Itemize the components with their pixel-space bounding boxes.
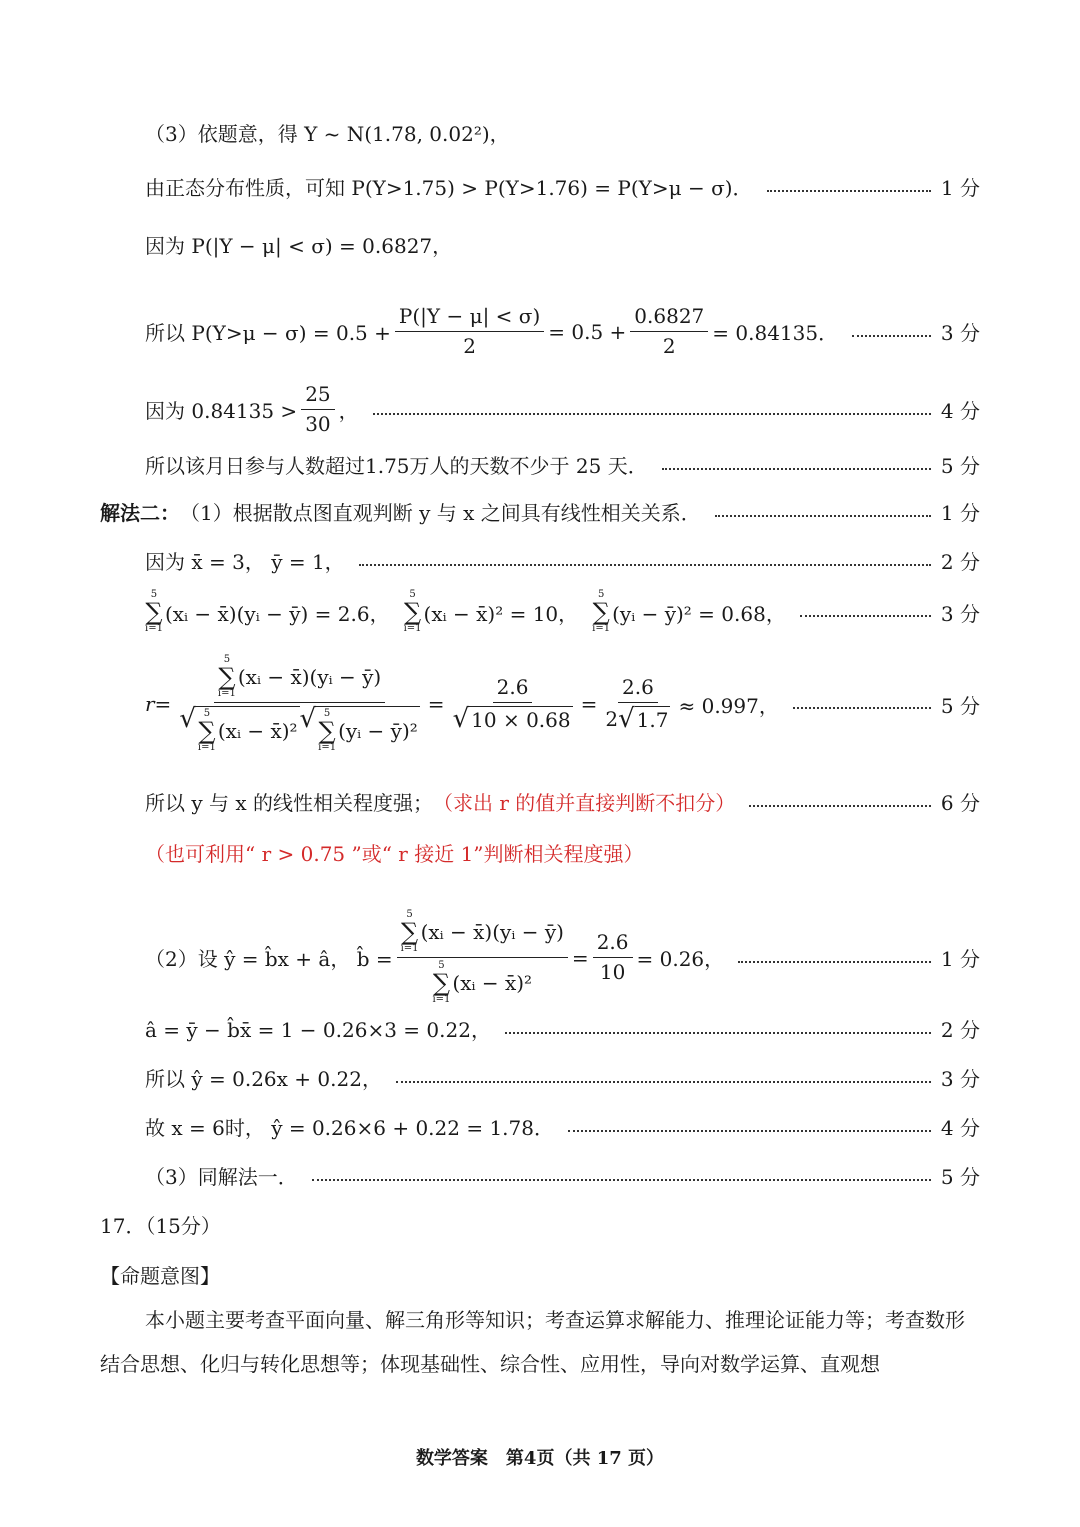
upper-limit: 5 <box>223 654 231 665</box>
denominator: 30 <box>305 412 331 436</box>
sigma-sum <box>404 590 422 634</box>
score: 3 分 <box>940 321 980 345</box>
line-alt-note <box>145 838 980 867</box>
sigma-icon: ∑ <box>318 717 336 745</box>
lower-limit: i=1 <box>400 943 419 954</box>
sigma-sum <box>218 655 236 699</box>
note-red: （也可利用“ r > 0.75 ”或“ r 接近 1”判断相关程度强） <box>145 842 644 866</box>
leader-dots <box>505 1032 931 1034</box>
sigma-sum <box>198 709 216 753</box>
sigma-sum <box>592 590 610 634</box>
text: = 0.84135． <box>712 321 839 345</box>
leader-dots <box>662 468 931 470</box>
text: 所以 y 与 x 的线性相关程度强； <box>145 791 434 815</box>
sigma-icon: ∑ <box>198 717 216 745</box>
text: â = ȳ − b̂x̄ = 1 − 0.26×3 = 0.22， <box>145 1018 491 1042</box>
fraction <box>397 910 568 1005</box>
score: 3 分 <box>940 601 980 626</box>
line-part3-same <box>145 1161 980 1190</box>
formula <box>145 590 786 634</box>
upper-limit: 5 <box>409 589 416 600</box>
line-method2 <box>100 497 980 526</box>
upper-limit: 5 <box>203 708 211 719</box>
text: (xᵢ − x̄)(yᵢ − ȳ) <box>420 919 564 944</box>
text: (xᵢ − x̄)² <box>217 718 298 743</box>
numerator: 0.6827 <box>630 305 708 332</box>
numerator: 25 <box>301 383 334 410</box>
denominator <box>428 958 536 1005</box>
line-prediction <box>145 1112 980 1141</box>
score: 6 分 <box>940 791 980 815</box>
fraction <box>601 676 674 732</box>
sqrt <box>179 706 299 753</box>
denominator <box>175 703 423 753</box>
lower-limit: i=1 <box>403 623 422 634</box>
formula <box>145 910 724 1005</box>
lower-limit: i=1 <box>432 994 451 1005</box>
upper-limit: 5 <box>597 589 605 600</box>
numerator <box>397 910 568 958</box>
score: 5 分 <box>940 1165 980 1189</box>
section-intent-heading <box>100 1260 980 1289</box>
text: 所以该月日参与人数超过1.75万人的天数不少于 25 天． <box>145 454 648 478</box>
fraction <box>593 931 633 984</box>
line-correlation <box>145 655 980 753</box>
text: (xᵢ − x̄)(yᵢ − ȳ) <box>237 664 382 689</box>
text: = <box>427 692 445 716</box>
line-regression <box>145 910 980 1005</box>
text: 故 x = 6时， ŷ = 0.26×6 + 0.22 = 1.78． <box>145 1116 554 1140</box>
sigma-icon: ∑ <box>401 918 419 946</box>
text: 2 <box>605 706 619 731</box>
sigma-icon: ∑ <box>218 663 236 691</box>
text: = 0.26， <box>636 947 725 971</box>
question-17-heading <box>100 1210 980 1239</box>
sigma-sum <box>318 709 336 753</box>
leader-dots <box>738 961 931 963</box>
lower-limit: i=1 <box>217 688 236 699</box>
leader-dots <box>568 1130 931 1132</box>
line-prob-calc <box>145 305 980 358</box>
denominator: 10 <box>599 960 626 984</box>
line-normal-property <box>145 172 980 201</box>
numerator: P(|Y − μ| < σ) <box>395 305 544 332</box>
text: 因为 P(|Y − μ| < σ) = 0.6827， <box>145 234 453 258</box>
note-red: （求出 r 的值并直接判断不扣分） <box>433 791 736 815</box>
sigma-sum <box>432 961 450 1005</box>
radical-icon: √ <box>179 704 196 734</box>
fraction <box>301 383 334 436</box>
method-label: 解法二： <box>100 501 180 525</box>
leader-dots <box>396 1081 931 1083</box>
sigma-sum <box>401 910 419 954</box>
formula <box>145 655 779 753</box>
text: (xᵢ − x̄)² = 10， <box>423 601 579 626</box>
score: 1 分 <box>940 501 980 525</box>
sigma-icon: ∑ <box>145 598 163 626</box>
fraction <box>630 305 708 358</box>
numerator: 2.6 <box>493 676 533 703</box>
upper-limit: 5 <box>323 708 331 719</box>
denominator <box>601 703 674 732</box>
line-sums <box>145 590 980 634</box>
score: 3 分 <box>940 1067 980 1091</box>
sigma-icon: ∑ <box>404 598 422 626</box>
text: = <box>571 945 589 970</box>
denominator: 2 <box>463 334 476 358</box>
text: ， <box>338 399 359 423</box>
score: 5 分 <box>940 693 980 718</box>
text: ≈ 0.997， <box>678 693 779 718</box>
numerator: 2.6 <box>618 676 658 703</box>
leader-dots <box>800 615 931 617</box>
text: 17．（15分） <box>100 1214 221 1238</box>
radicand <box>196 706 300 753</box>
score: 4 分 <box>940 399 980 423</box>
denominator <box>449 703 577 732</box>
sigma-icon: ∑ <box>432 969 450 997</box>
text: 所以 ŷ = 0.26x + 0.22， <box>145 1067 382 1091</box>
radicand: 10 × 0.68 <box>471 708 571 732</box>
text: (xᵢ − x̄)² <box>452 970 533 995</box>
text: 因为 0.84135 > <box>145 399 298 423</box>
fraction <box>175 655 423 753</box>
text: （1）根据散点图直观判断 y 与 x 之间具有线性相关关系． <box>180 501 701 525</box>
lower-limit: i=1 <box>145 623 163 634</box>
text: = <box>580 692 598 716</box>
lower-limit: i=1 <box>592 623 611 634</box>
leader-dots <box>767 190 931 192</box>
leader-dots <box>359 564 931 566</box>
sqrt <box>618 706 670 732</box>
upper-limit: 5 <box>150 589 158 600</box>
text: （3）同解法一． <box>145 1165 298 1189</box>
page-footer: 数学答案 第4页（共 17 页） <box>415 1448 665 1469</box>
sigma-icon: ∑ <box>592 598 610 626</box>
upper-limit: 5 <box>438 960 445 971</box>
text: (yᵢ − ȳ)² = 0.68， <box>612 601 786 626</box>
sigma-sum <box>145 590 163 634</box>
radical-icon: √ <box>452 704 470 734</box>
formula <box>145 305 838 358</box>
leader-dots <box>793 707 931 709</box>
sqrt <box>453 706 573 732</box>
text: （2）设 ŷ = b̂x + â， b̂ = <box>145 947 393 971</box>
lower-limit: i=1 <box>197 742 216 753</box>
score: 2 分 <box>940 1018 980 1042</box>
score: 4 分 <box>940 1116 980 1140</box>
text: 因为 x̄ = 3， ȳ = 1， <box>145 550 345 574</box>
lower-limit: i=1 <box>318 742 337 753</box>
line-part3-intro <box>145 118 980 147</box>
sqrt <box>300 706 420 753</box>
text: 【命题意图】 <box>100 1264 220 1288</box>
line-intercept <box>145 1014 980 1043</box>
line-equation <box>145 1063 980 1092</box>
line-conclusion <box>145 450 980 479</box>
line-compare <box>145 383 980 436</box>
upper-limit: 5 <box>406 909 413 920</box>
line-means <box>145 546 980 575</box>
radical-icon: √ <box>299 704 317 734</box>
numerator: 2.6 <box>593 931 633 958</box>
text: (xᵢ − x̄)(yᵢ − ȳ) = 2.6， <box>164 601 390 626</box>
line-because-prob <box>145 230 980 259</box>
fraction <box>449 676 577 732</box>
numerator <box>214 655 385 703</box>
fraction <box>395 305 544 358</box>
radical-icon: √ <box>618 704 635 734</box>
text: 由正态分布性质，可知 P(Y>1.75) > P(Y>1.76) = P(Y>μ − σ)． <box>145 176 753 200</box>
text: 所以 P(Y>μ − σ) = 0.5 + <box>145 321 391 345</box>
score: 1 分 <box>940 176 980 200</box>
leader-dots <box>852 335 931 337</box>
leader-dots <box>373 413 931 415</box>
text: = 0.5 + <box>548 319 627 344</box>
radicand <box>316 706 420 753</box>
denominator: 2 <box>662 334 676 358</box>
score: 1 分 <box>940 947 980 971</box>
leader-dots <box>715 515 931 517</box>
text: （3）依题意，得 Y ~ N(1.78, 0.02²)， <box>145 122 510 146</box>
leader-dots <box>749 805 931 807</box>
score: 5 分 <box>940 454 980 478</box>
leader-dots <box>312 1179 931 1181</box>
intent-paragraph: 本小题主要考查平面向量、解三角形等知识；考查运算求解能力、推理论证能力等；考查数形结合思想、化归与转化思想等；体现基础性、综合性、应用性，导向对数学运算、直观想 <box>100 1308 965 1376</box>
formula <box>145 383 359 436</box>
line-strong-correlation <box>145 787 980 816</box>
text: r= <box>145 692 172 716</box>
text: (yᵢ − ȳ)² <box>338 718 418 743</box>
score: 2 分 <box>940 550 980 574</box>
radicand: 1.7 <box>636 708 669 732</box>
